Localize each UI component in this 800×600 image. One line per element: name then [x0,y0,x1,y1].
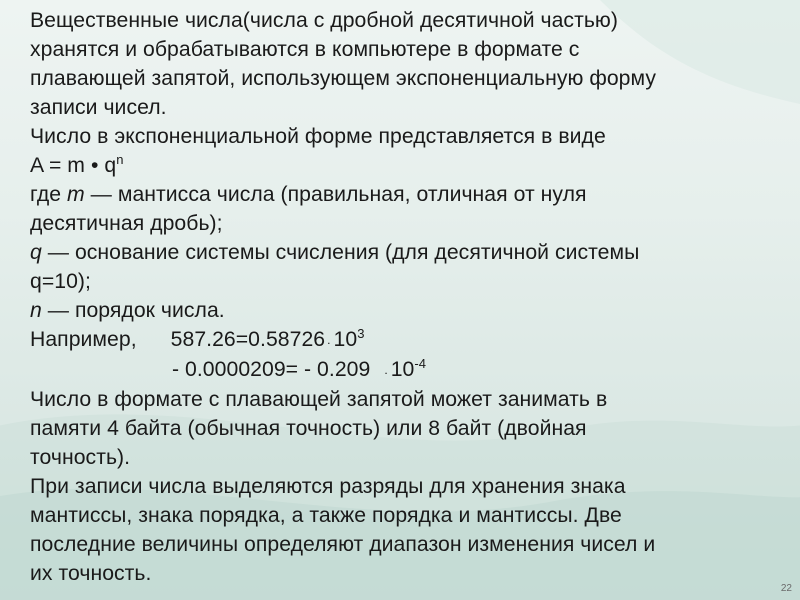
text-line: Число в формате с плавающей запятой может занимать в [30,388,608,411]
example-line-1 [30,325,775,355]
mantissa-prefix: где [30,183,68,206]
order-definition [30,296,775,325]
text-line: последние величины определяют диапазон изменения чисел и [30,533,656,556]
order-text: — порядок числа. [41,299,225,322]
base-text: — основание системы счисления (для десятичной системы [41,241,640,264]
example1-dot: . [327,333,331,347]
text-line: памяти 4 байта (обычная точность) или 8 байт (двойная [30,417,587,440]
example1-base: 10 [333,328,358,351]
text-line: Число в экспоненциальной форме представляется в виде [30,125,606,148]
formula-exponent: n [116,152,124,167]
example2-lhs: - 0.0000209= - 0.209 [172,358,371,381]
text-line: плавающей запятой, использующем экспоненциальную форму [30,67,657,90]
formula-line [30,151,775,180]
mantissa-definition [30,180,775,209]
text-line: q=10); [30,270,91,293]
text-line: Вещественные числа(числа с дробной десятичной частью) [30,9,618,32]
text-line: десятичная дробь); [30,212,223,235]
example-line-2 [30,355,775,385]
text-line: мантиссы, знака порядка, а также порядка и мантиссы. Две [30,504,622,527]
text-line: точность). [30,446,131,469]
text-line: хранятся и обрабатываются в компьютере в формате с [30,38,580,61]
order-variable: n [30,299,42,322]
slide-body [30,6,775,588]
example2-base: 10 [390,358,415,381]
example-label: Например, [30,328,137,351]
text-line: записи чисел. [30,96,167,119]
text-line: их точность. [30,562,152,585]
base-variable: q [30,241,42,264]
page-number: 22 [780,583,792,594]
example1-lhs: 587.26=0.58726 [170,328,326,351]
text-line: При записи числа выделяются разряды для хранения знака [30,475,626,498]
mantissa-variable: m [67,183,85,206]
example1-exponent: 3 [357,326,365,341]
base-definition [30,238,775,267]
formula-base: A = m • q [30,154,117,177]
example2-exponent: -4 [414,356,427,371]
example2-dot: . [384,363,388,377]
mantissa-text: — мантисса числа (правильная, отличная от нуля [84,183,587,206]
